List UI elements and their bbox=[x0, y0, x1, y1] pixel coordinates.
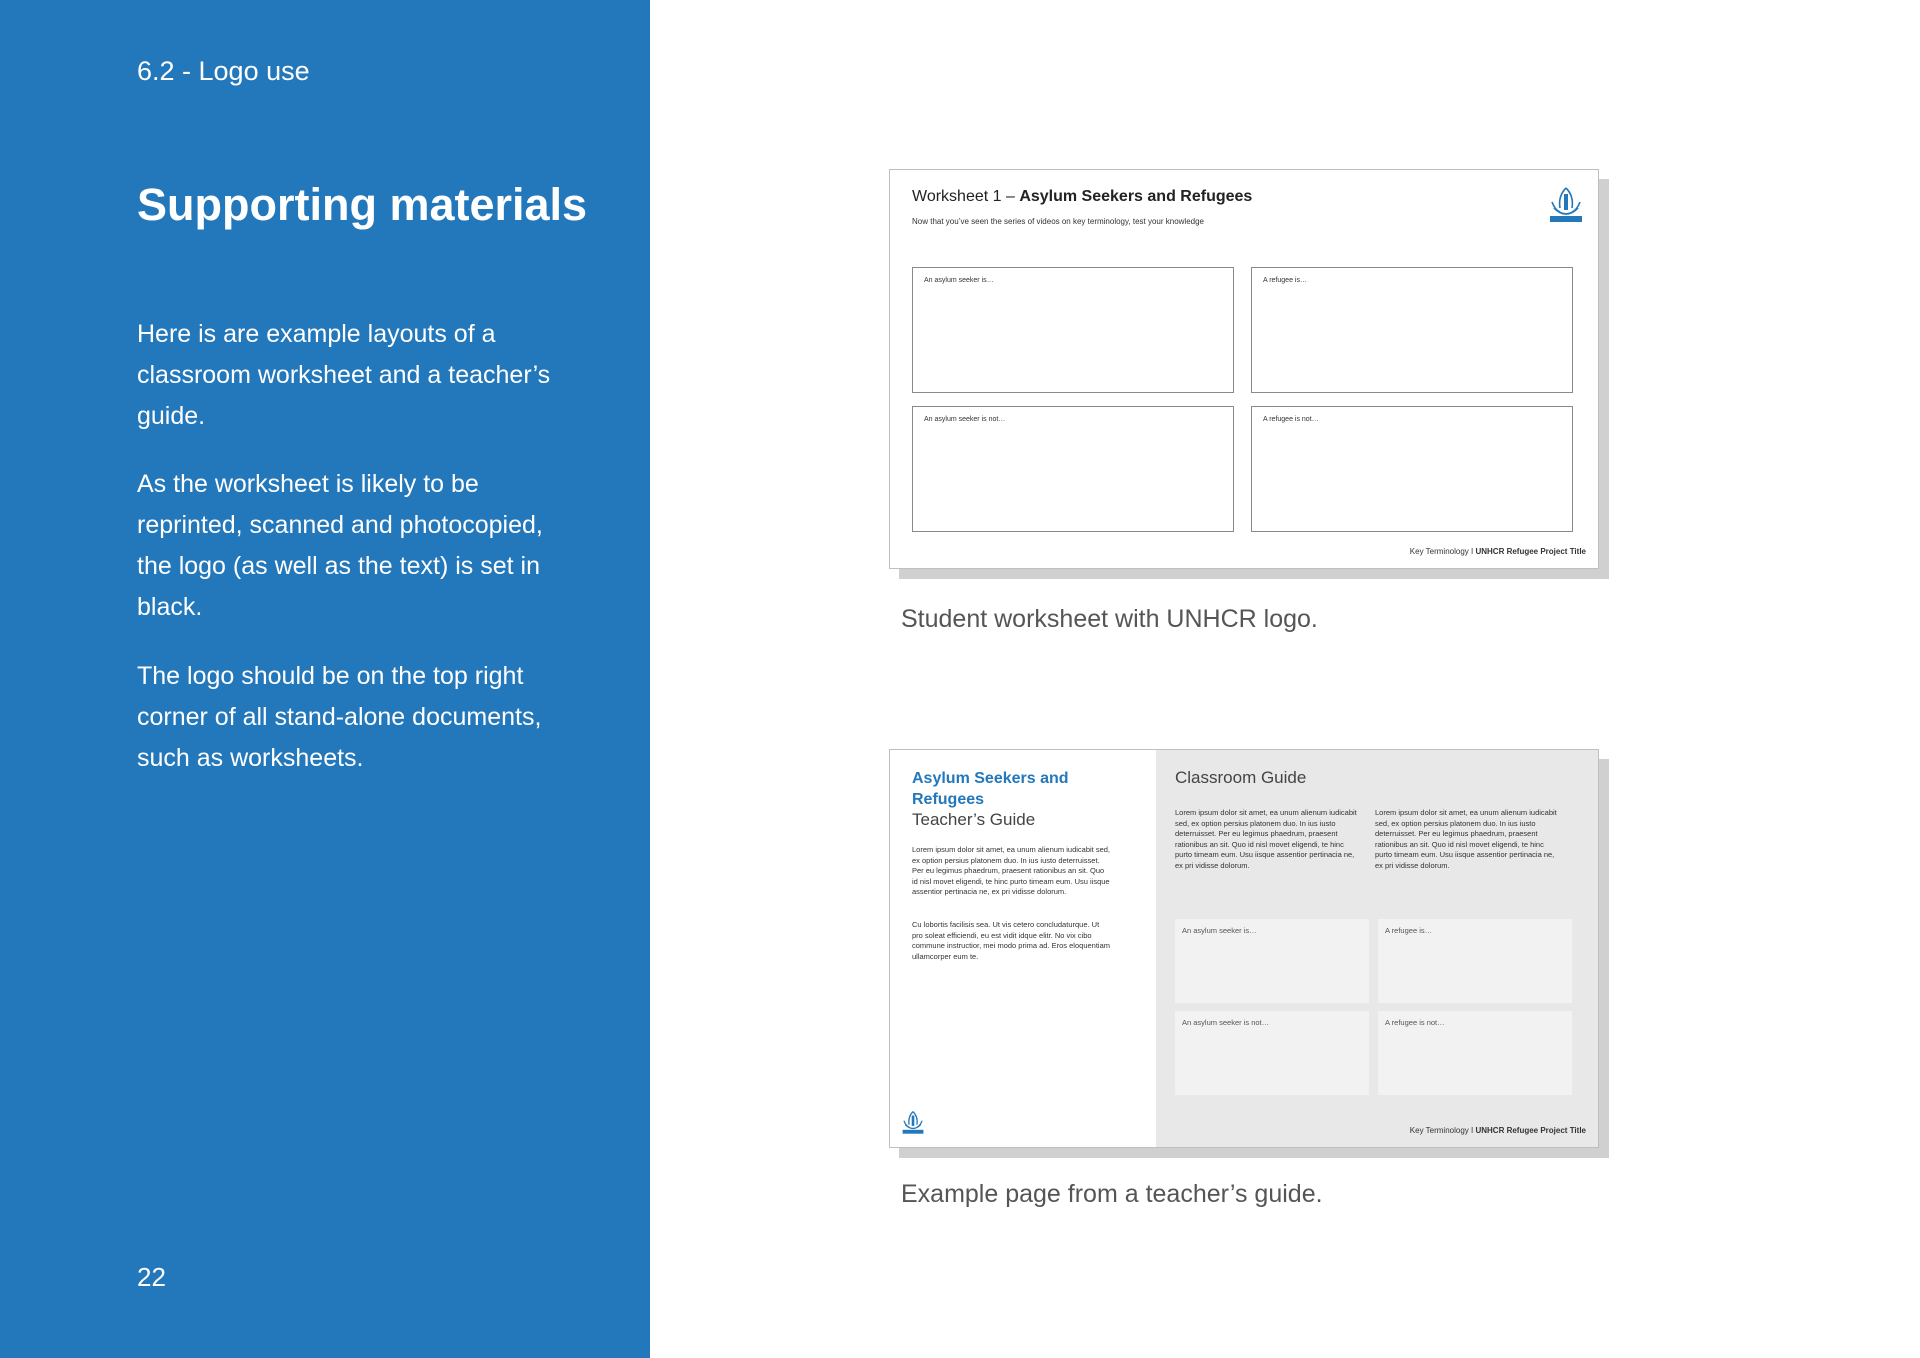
footer-prefix: Key Terminology I bbox=[1409, 1126, 1476, 1135]
guide-box-refugee bbox=[1378, 919, 1572, 1003]
print-paragraph: As the worksheet is likely to be reprinted, scanned and photocopied, the logo (as well as the text) is set in black. bbox=[137, 470, 543, 621]
footer-bold: UNHCR Refugee Project Title bbox=[1475, 547, 1586, 556]
section-label: 6.2 - Logo use bbox=[137, 56, 310, 86]
worksheet-box-refugee-not bbox=[1251, 406, 1573, 532]
left-panel bbox=[0, 0, 650, 1358]
intro-paragraph: Here is are example layouts of a classroom worksheet and a teacher’s guide. bbox=[137, 320, 551, 430]
guide-title: Asylum Seekers and Refugees bbox=[912, 770, 1069, 808]
worksheet-footer bbox=[1410, 547, 1586, 556]
teachers-guide-caption: Example page from a teacher’s guide. bbox=[901, 1180, 1323, 1208]
guide-right-page bbox=[1156, 750, 1598, 1147]
footer-bold: UNHCR Refugee Project Title bbox=[1475, 1126, 1586, 1135]
placement-paragraph: The logo should be on the top right corner of all stand-alone documents, such as worksheets. bbox=[137, 662, 542, 772]
box-label: An asylum seeker is… bbox=[1182, 926, 1257, 935]
box-label: A refugee is not… bbox=[1385, 1018, 1445, 1027]
worksheet-caption: Student worksheet with UNHCR logo. bbox=[901, 605, 1318, 633]
worksheet-box-asylum-seeker bbox=[912, 267, 1234, 393]
worksheet-subtitle: Now that you’ve seen the series of videos on key terminology, test your knowledge bbox=[912, 217, 1205, 226]
box-label: A refugee is… bbox=[1385, 926, 1433, 935]
teachers-guide-mockup bbox=[889, 749, 1599, 1148]
page-heading: Supporting materials bbox=[137, 179, 588, 230]
classroom-guide-column-2: Lorem ipsum dolor sit amet, ea unum alienum iudicabit sed, ex option persius platonem duo. In ius iusto deterruisset. Per eu legimus phaedrum, praesent rationibus an sit. Quo id nisl movet eligendi, te hinc purto timeam eum. Usu iisque assentior pertinacia ne, ex pri vidisse dolorum. bbox=[1375, 808, 1557, 870]
box-label: A refugee is… bbox=[1263, 277, 1307, 284]
worksheet-box-refugee bbox=[1251, 267, 1573, 393]
worksheet-box-asylum-seeker-not bbox=[912, 406, 1234, 532]
guide-box-asylum-seeker-not bbox=[1175, 1011, 1369, 1095]
unhcr-logo-icon bbox=[1546, 182, 1586, 226]
worksheet-title-prefix: Worksheet 1 – bbox=[912, 188, 1020, 205]
footer-prefix: Key Terminology I bbox=[1409, 547, 1476, 556]
worksheet-title-bold: Asylum Seekers and Refugees bbox=[1019, 188, 1253, 205]
worksheet-mockup bbox=[889, 169, 1599, 569]
box-label: A refugee is not… bbox=[1263, 416, 1319, 423]
guide-footer bbox=[1410, 1126, 1586, 1135]
worksheet-title bbox=[912, 188, 1252, 206]
guide-box-refugee-not bbox=[1378, 1011, 1572, 1095]
guide-body-2: Cu lobortis facilisis sea. Ut vis cetero concludaturque. Ut pro soleat efficiendi, eu est vidit idque elitr. No vix cibo commune instructior, mei modo prima ad. Eros eloquentiam ullamcorper eum te. bbox=[912, 920, 1111, 961]
box-label: An asylum seeker is… bbox=[924, 277, 994, 284]
guide-box-asylum-seeker bbox=[1175, 919, 1369, 1003]
guide-subtitle: Teacher’s Guide bbox=[912, 810, 1036, 829]
guide-body-1: Lorem ipsum dolor sit amet, ea unum alienum iudicabit sed, ex option persius platonem duo. In ius iusto deterruisset. Per eu legimus phaedrum, praesent rationibus an sit. Quo id nisl movet eligendi, te hinc purto timeam eum. Usu iisque assentior pertinacia ne, ex pri vidisse dolorum. bbox=[912, 845, 1111, 896]
box-label: An asylum seeker is not… bbox=[924, 416, 1006, 423]
unhcr-logo-icon bbox=[900, 1107, 926, 1137]
page-number: 22 bbox=[137, 1262, 166, 1292]
classroom-guide-title: Classroom Guide bbox=[1175, 768, 1307, 787]
classroom-guide-column-1: Lorem ipsum dolor sit amet, ea unum alienum iudicabit sed, ex option persius platonem duo. In ius iusto deterruisset. Per eu legimus phaedrum, praesent rationibus an sit. Quo id nisl movet eligendi, te hinc purto timeam eum. Usu iisque assentior pertinacia ne, ex pri vidisse dolorum. bbox=[1175, 808, 1357, 870]
guide-left-page bbox=[890, 750, 1156, 1147]
box-label: An asylum seeker is not… bbox=[1182, 1018, 1270, 1027]
